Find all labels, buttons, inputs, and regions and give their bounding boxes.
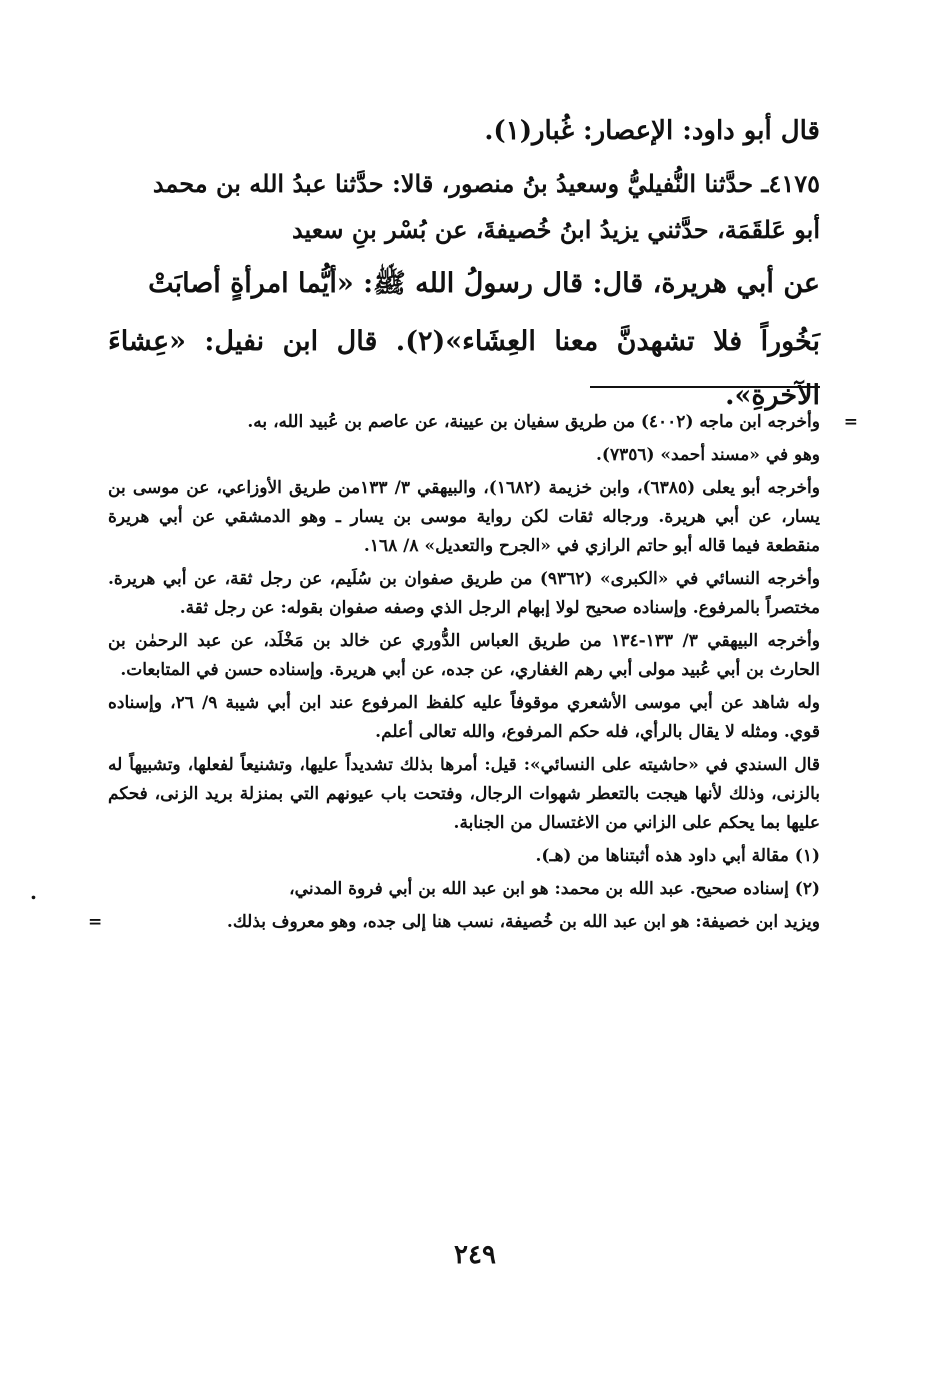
- hadith-isnad-line-1: ٤١٧٥ـ حدَّثنا النُّفيليُّ وسعيدُ بنُ منصور، قالا: حدَّثنا عبدُ الله بن محمد: [152, 169, 820, 198]
- note-paragraph-nasai: وأخرجه النسائي في «الكبرى» (٩٣٦٢) من طريق صفوان بن سُلَيم، عن رجل ثقة، عن أبي هريرة. مختصراً بالمرفوع. وإسناده صحيح لولا إبهام الرجل الذي وصفه صفوان بقوله: عن رجل ثقة.: [108, 569, 820, 618]
- footnote-1: (١) مقالة أبي داود هذه أثبتناها من (هـ).: [535, 846, 820, 866]
- note-paragraph-bayhaqi: وأخرجه البيهقي ٣/ ١٣٣-١٣٤ من طريق العباس الدُّوري عن خالد بن مَخْلَد، عن عبد الرحمٰن بن الحارث بن أبي عُبيد مولى أبي رهم الغفاري، عن جده، عن أبي هريرة. وإسناده حسن في المتابعات.: [108, 631, 820, 680]
- footnote-2-line-1: (٢) إسناده صحيح. عبد الله بن محمد: هو ابن عبد الله بن أبي فروة المدني،: [289, 879, 820, 899]
- footnote-separator: [590, 386, 820, 388]
- hadith-matn-line-2: بَخُوراً فلا تشهدنَّ معنا العِشَاء»(٢). قال ابن نفيل: «عِشاءَ الآخرةِ».: [108, 326, 820, 411]
- continuation-marker: =: [843, 412, 858, 432]
- abu-dawud-remark: قال أبو داود: الإعصار: غُبار(١).: [484, 116, 820, 146]
- footnote-2-text: ويزيد ابن خصيفة: هو ابن عبد الله بن خُصيفة، نسب هنا إلى جده، وهو معروف بذلك.: [226, 912, 820, 932]
- note-text: وأخرجه ابن ماجه (٤٠٠٢) من طريق سفيان بن عيينة، عن عاصم بن عُبيد الله، به.: [247, 412, 820, 432]
- footnotes: [88, 408, 858, 941]
- note-paragraph-abu-yala: وأخرجه أبو يعلى (٦٣٨٥)، وابن خزيمة (١٦٨٢)، والبيهقي ٣/ ١٣٣من طريق الأوزاعي، عن موسى بن يسار، عن أبي هريرة. ورجاله ثقات لكن رواية موسى بن يسار ـ وهو الدمشقي عن أبي هريرة منقطعة فيما قاله أبو حاتم الرازي في «الجرح والتعديل» ٨/ ١٦٨.: [108, 478, 820, 556]
- hadith-matn-line-1: عن أبي هريرة، قال: قال رسولُ الله ﷺ: «أيُّما امرأةٍ أصابَتْ: [148, 268, 820, 299]
- margin-dot: .: [30, 880, 37, 904]
- page-number: ٢٤٩: [454, 1240, 496, 1270]
- note-paragraph-sindi: قال السندي في «حاشيته على النسائي»: قيل: أمرها بذلك تشديداً عليها، وتشنيعاً لفعلها، وتشبيهاً له بالزنى، وذلك لأنها هيجت بالتعطر شهوات الرجال، وفتحت باب عيونهم التي بمنزلة بريد الزنى، فحكم عليها بما يحكم على الزاني من الاغتسال من الجنابة.: [108, 755, 820, 833]
- note-continuation-line-1: [108, 408, 858, 437]
- footnote-2-line-2: [88, 908, 820, 937]
- footnote-continues-marker: =: [88, 912, 103, 932]
- note-paragraph-shahid: وله شاهد عن أبي موسى الأشعري موقوفاً عليه كلفظ المرفوع عند ابن أبي شيبة ٩/ ٢٦، وإسناده قوي. ومثله لا يقال بالرأي، فله حكم المرفوع، والله تعالى أعلم.: [108, 693, 820, 742]
- hadith-isnad-line-2: أبو عَلقَمَة، حدَّثني يزيدُ ابنُ خُصيفةَ، عن بُسْر بنِ سعيد: [291, 215, 820, 244]
- main-text: [108, 105, 820, 423]
- note-continuation-line-2: وهو في «مسند أحمد» (٧٣٥٦).: [595, 445, 820, 465]
